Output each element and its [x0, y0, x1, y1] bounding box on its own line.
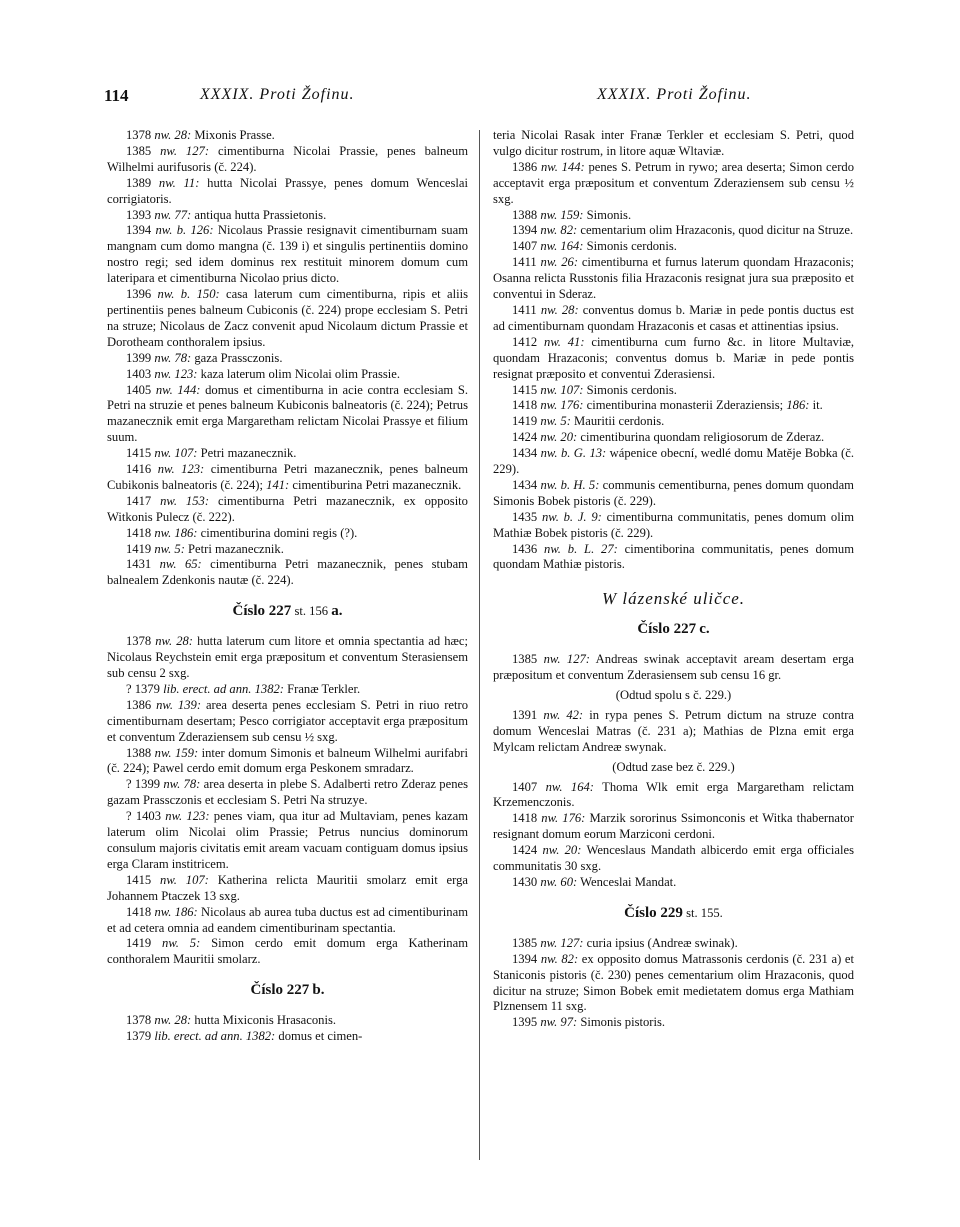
- entry-text: curia ipsius (Andreæ swinak).: [583, 935, 738, 950]
- entry-year: 1434: [512, 446, 541, 461]
- entry-source: nw. 20:: [540, 430, 578, 445]
- entry-source: nw. 164:: [545, 779, 594, 794]
- entry-text: cimentiburina domini regis (?).: [197, 525, 358, 540]
- entry-source: nw. 107:: [160, 872, 209, 887]
- entry-year: 1378: [126, 634, 156, 649]
- entry-source: nw. 186:: [154, 904, 198, 919]
- record-entry: [493, 223, 854, 239]
- entry-text: wápenice obecní, wedlé domu Matěje Bobka (č. 229).: [493, 446, 854, 477]
- entry-source: nw. 127:: [543, 652, 590, 667]
- editorial-note: [493, 760, 854, 776]
- entry-year: 1394: [126, 223, 156, 238]
- entry-source: nw. b. L. 27:: [544, 541, 618, 556]
- entry-text: kaza laterum olim Nicolai olim Prassie.: [197, 366, 400, 381]
- entry-year: 1378: [126, 1013, 155, 1028]
- entry-year: 1416: [126, 462, 158, 477]
- entry-source: nw. b. J. 9:: [541, 509, 602, 524]
- record-entry: [493, 652, 854, 684]
- record-entry: [493, 430, 854, 446]
- record-entry: [107, 176, 468, 208]
- entry-text: cimentiborina communitatis, penes domum quondam Mathiæ pistoris.: [493, 541, 854, 572]
- record-entry: [493, 255, 854, 303]
- entry-source: nw. b. G. 13:: [540, 446, 607, 461]
- entry-source: nw. 164:: [540, 239, 584, 254]
- entry-source: nw. 144:: [155, 382, 201, 397]
- entry-year: 1430: [512, 874, 541, 889]
- record-entry: [107, 634, 468, 682]
- entry-source: nw. 123:: [154, 366, 198, 381]
- record-entry: [107, 542, 468, 558]
- left-column: [107, 128, 468, 1045]
- entry-source: nw. 28:: [540, 302, 579, 317]
- entry-year: 1435: [512, 509, 542, 524]
- entry-year: 1424: [512, 430, 541, 445]
- entry-text: cementarium olim Hrazaconis, quod dicitur na Struze.: [577, 223, 854, 238]
- entry-source: nw. 77:: [154, 207, 192, 222]
- entry-source: nw. 127:: [540, 935, 584, 950]
- entry-text: Nicolaus ab aurea tuba ductus est ad cimentiburinam et ad cetera omnia ad eandem cimentiburinam spectantia.: [107, 904, 468, 935]
- entry-year: 1399: [126, 350, 155, 365]
- heading-number: Číslo 227: [250, 982, 310, 999]
- entry-text: ex opposito domus Matrassonis cerdonis (č. 231 a) et Staniconis pistoris (č. 230) penes cementarium olim Hrazaconis, quod dicitur na struze; Simon Bobek emit medietatem domus erga Mathiam Plznensem 11 sxg.: [493, 951, 854, 1014]
- entry-year: 1431: [126, 557, 160, 572]
- record-entry: [107, 446, 468, 462]
- entry-year: 1385: [512, 935, 541, 950]
- entry-source: nw. 107:: [154, 446, 198, 461]
- record-entry: [107, 208, 468, 224]
- record-entry: [493, 542, 854, 574]
- entry-text: cimentiburna communitatis, penes domum olim Mathiæ Bobek pistoris (č. 229).: [493, 509, 854, 540]
- entry-text-secondary: cimentiburina Petri mazanecznik.: [289, 477, 462, 492]
- entry-text: Mauritii cerdonis.: [570, 414, 665, 429]
- entry-text: domus et cimen-: [275, 1029, 363, 1044]
- record-entry: [107, 557, 468, 589]
- entry-text: Wenceslai Mandat.: [577, 874, 677, 889]
- record-entry: [493, 478, 854, 510]
- entry-source: nw. b. H. 5:: [540, 477, 600, 492]
- entry-text: Franæ Terkler.: [283, 681, 361, 696]
- entry-year: 1419: [126, 936, 163, 951]
- entry-text: conventus domus b. Mariæ in pede pontis ductus est ad cimentiburnam quondam Hrazaconis et casas et attinentias ipsius.: [493, 302, 854, 333]
- entry-year: 1394: [512, 223, 541, 238]
- record-entry: [107, 777, 468, 809]
- record-entry: [107, 1029, 468, 1045]
- entry-text: Simonis cerdonis.: [583, 382, 677, 397]
- entry-text: Marzik sororinus Ssimonconis et Witka thabernator resignant domum eorum Marziconi cerdoni.: [493, 811, 854, 842]
- entry-year: 1415: [126, 872, 161, 887]
- entry-year: 1424: [512, 843, 543, 858]
- record-entry: [107, 809, 468, 873]
- record-entry: [493, 208, 854, 224]
- entry-year: 1434: [512, 477, 541, 492]
- entry-source: nw. b. 126:: [155, 223, 214, 238]
- entry-source: nw. 107:: [540, 382, 584, 397]
- entry-year: 1407: [512, 779, 546, 794]
- entry-year: 1386: [512, 159, 541, 174]
- entry-text: Andreas swinak acceptavit aream desertam erga præpositum et conventum Zderasiensem sub censu 16 gr.: [493, 652, 854, 683]
- entry-year: 1385: [512, 652, 544, 667]
- entry-year: 1386: [126, 697, 157, 712]
- entry-text: Petri mazanecznik.: [197, 446, 297, 461]
- section-number-heading: [107, 983, 468, 999]
- entry-year: 1407: [512, 239, 541, 254]
- entry-text: Nicolaus Prassie resignavit cimentiburnam suam mangnam cum domo mangna (č. 139 i) et singulis pertinentiis domino nostro regi; sed idem dominus rex restituit minorem domum cum lateripara et cimentiburna Nicolao prius dicto.: [107, 223, 468, 286]
- entry-source: nw. 97:: [540, 1015, 578, 1030]
- right-column: [493, 128, 854, 1031]
- heading-suffix: c.: [699, 621, 710, 638]
- entry-text: penes S. Petrum in rywo; area deserta; Simon cerdo acceptavit erga præpositum et conventum Zderaziensem sub censu ½ sxg.: [493, 159, 854, 206]
- record-entry: [107, 144, 468, 176]
- entry-text: Simon cerdo emit domum erga Katherinam conthoralem Mauritii smolarz.: [107, 936, 468, 967]
- entry-year: 1391: [512, 707, 544, 722]
- entry-text: Wenceslaus Mandath albicerdo emit erga officiales communitatis 30 sxg.: [493, 843, 854, 874]
- record-entry: [107, 128, 468, 144]
- entry-text: hutta Nicolai Prassye, penes domum Wenceslai corrigiatoris.: [107, 175, 468, 206]
- record-entry: [493, 811, 854, 843]
- entry-text: Simonis pistoris.: [577, 1015, 666, 1030]
- record-entry: [493, 383, 854, 399]
- entry-source: nw. 176:: [541, 811, 586, 826]
- column-divider: [479, 130, 480, 1160]
- entry-continuation: [493, 128, 854, 160]
- record-entry: [493, 414, 854, 430]
- record-entry: [493, 335, 854, 383]
- street-heading: [493, 591, 854, 607]
- entry-source: nw. 82:: [540, 223, 578, 238]
- record-entry: [493, 952, 854, 1016]
- entry-text: communis cementiburna, penes domum quondam Simonis Bobek pistoris (č. 229).: [493, 477, 854, 508]
- entry-text: hutta laterum cum litore et omnia spectantia ad hæc; Nicolaus Reychstein emit erga præpositum et conventum Sterasiensem sub censu 2 sxg.: [107, 634, 468, 680]
- heading-sheet: st. 156: [291, 604, 332, 619]
- section-number-heading: [493, 906, 854, 922]
- entry-year: 1388: [126, 745, 155, 760]
- running-header-left: XXXIX. Proti Žofinu.: [200, 86, 355, 103]
- entry-source: lib. erect. ad ann. 1382:: [163, 681, 284, 696]
- entry-year: 1412: [512, 334, 545, 349]
- entry-year: ? 1399: [126, 777, 164, 792]
- record-entry: [107, 905, 468, 937]
- section-number-heading: [493, 622, 854, 638]
- entry-source: nw. 26:: [540, 255, 579, 270]
- heading-sheet: st. 155.: [682, 905, 723, 920]
- entry-text: antiqua hutta Prassietonis.: [191, 207, 327, 222]
- entry-source: nw. 5:: [154, 541, 185, 556]
- entry-source: nw. 28:: [155, 634, 194, 649]
- record-entry: [493, 780, 854, 812]
- entry-source: nw. 78:: [154, 350, 192, 365]
- record-entry: [107, 383, 468, 447]
- record-entry: [107, 287, 468, 351]
- entry-source: nw. 123:: [165, 809, 210, 824]
- entry-year: 1419: [126, 541, 155, 556]
- entry-text: Thoma Wlk emit erga Margaretham relictam Krzemenczonis.: [493, 779, 854, 810]
- entry-source: nw. 5:: [540, 414, 571, 429]
- entry-source: nw. 159:: [540, 207, 584, 222]
- entry-year: 1396: [126, 287, 158, 302]
- entry-text: cimentiburna Petri mazanecznik, penes balneum Cubikonis balneatoris (č. 224);: [107, 462, 468, 492]
- entry-year: 1436: [512, 541, 545, 556]
- record-entry: [107, 746, 468, 778]
- entry-year: 1411: [512, 255, 541, 270]
- entry-year: 1393: [126, 207, 155, 222]
- entry-text: in rypa penes S. Petrum dictum na struze contra domum Wenceslai Matras (č. 231 a); Mathias de Plzna emit erga Mylcam relictam Andreæ swynak.: [493, 707, 854, 754]
- record-entry: [493, 446, 854, 478]
- record-entry: [493, 843, 854, 875]
- entry-source: nw. 42:: [543, 707, 584, 722]
- street-heading-text: W lázenské uličce.: [601, 589, 746, 609]
- record-entry: [107, 698, 468, 746]
- entry-source: nw. 20:: [542, 843, 582, 858]
- record-entry: [493, 303, 854, 335]
- entry-source: nw. 28:: [154, 1013, 192, 1028]
- record-entry: [107, 682, 468, 698]
- entry-source: nw. 139:: [156, 697, 202, 712]
- entry-text: cimentiburina quondam religiosorum de Zderaz.: [577, 430, 825, 445]
- entry-source: nw. 78:: [163, 777, 201, 792]
- entry-year: 1403: [126, 366, 155, 381]
- note-text: (Odtud spolu s č. 229.): [615, 688, 732, 702]
- entry-source: nw. 41:: [544, 334, 585, 349]
- heading-number: Číslo 227: [232, 603, 292, 620]
- entry-text: cimentiburna Petri mazanecznik, penes stubam balnealem Zdenkonis nautæ (č. 224).: [107, 557, 468, 588]
- record-entry: [107, 367, 468, 383]
- running-header-right: XXXIX. Proti Žofinu.: [597, 86, 752, 103]
- entry-text: Katherina relicta Mauritii smolarz emit erga Johannem Ptaczek 13 sxg.: [107, 872, 468, 903]
- entry-text: cimentiburina monasterii Zderaziensis;: [583, 398, 787, 413]
- entry-text: penes viam, qua itur ad Multaviam, penes kazam laterum olim Nicolai olim Prassie; Petrus nuncius dominorum consulum majoris civitatis emit aream vacuam contiguam domus ipsius erga Claram institricem.: [107, 809, 469, 871]
- entry-text: teria Nicolai Rasak inter Franæ Terkler et ecclesiam S. Petri, quod vulgo dicitur rostrum, in litore aquæ Wltaviæ.: [493, 128, 854, 158]
- entry-source: nw. 123:: [157, 462, 205, 477]
- entry-source: nw. b. 150:: [157, 287, 220, 302]
- record-entry: [107, 351, 468, 367]
- record-entry: [493, 398, 854, 414]
- entry-text: domus et cimentiburna in acie contra ecclesiam S. Petri na struzie et penes balneum Kubiconis balneatoris (č. 224); Petrus mazanecznik emit erga Margaretham relictam Nicolai Prassye et filium suum.: [107, 382, 468, 445]
- heading-number: Číslo 227: [637, 621, 697, 638]
- record-entry: [493, 1015, 854, 1031]
- entry-year: 1417: [126, 493, 161, 508]
- entry-text: Simonis.: [583, 207, 632, 222]
- entry-source-secondary: 186:: [786, 398, 810, 413]
- record-entry: [107, 873, 468, 905]
- entry-source: nw. 176:: [540, 398, 584, 413]
- record-entry: [107, 1013, 468, 1029]
- entry-text: inter domum Simonis et balneum Wilhelmi aurifabri (č. 224); Pawel cerdo emit domum erga Peskonem smradarz.: [107, 745, 468, 776]
- entry-text: cimentiburna et furnus laterum quondam Hrazaconis; Osanna relicta Russtonis filia Hrazaconis resignat jura sua præposito et conventui in Sderaz.: [493, 255, 854, 302]
- entry-year: ? 1379: [126, 681, 164, 696]
- entry-year: 1418: [512, 398, 541, 413]
- heading-suffix: a.: [331, 603, 343, 620]
- entry-year: 1385: [126, 143, 161, 158]
- editorial-note: [493, 688, 854, 704]
- entry-source: nw. 5:: [162, 936, 201, 951]
- entry-year: 1418: [126, 904, 155, 919]
- record-entry: [107, 462, 468, 494]
- entry-year: 1394: [512, 951, 541, 966]
- entry-text: area deserta in plebe S. Adalberti retro Zderaz penes gazam Prassczonis et ecclesiam S. Petri Na struzye.: [107, 777, 468, 808]
- entry-year: 1415: [126, 446, 155, 461]
- entry-year: 1388: [512, 207, 541, 222]
- entry-source: nw. 153:: [160, 493, 210, 508]
- entry-text: casa laterum cum cimentiburna, ripis et aliis pertinentiis penes balneum Cubiconis (č. 224) prope ecclesiam S. Petri na struze; Nicolaus de Zacz convenit apud Nicolaum dictum Prassie et Dorotheam conthoralem ipsius.: [107, 287, 468, 349]
- entry-year: 1405: [126, 382, 156, 397]
- entry-source: nw. 159:: [154, 745, 199, 760]
- record-entry: [107, 526, 468, 542]
- entry-text: Petri mazanecznik.: [184, 541, 284, 556]
- page-number: 114: [104, 86, 129, 105]
- entry-text-secondary: it.: [809, 398, 823, 413]
- entry-text: cimentiburna cum furno &c. in litore Multaviæ, quondam Hrazaconis; conventus domus b. Mariæ in pede pontis resignat præposito et conventui Zderasiensi.: [493, 334, 854, 381]
- heading-number: Číslo 229: [624, 904, 683, 921]
- entry-source: nw. 60:: [540, 874, 578, 889]
- record-entry: [493, 239, 854, 255]
- entry-source: nw. 65:: [159, 557, 202, 572]
- record-entry: [493, 708, 854, 756]
- record-entry: [493, 160, 854, 208]
- entry-year: 1419: [512, 414, 541, 429]
- entry-text: area deserta penes ecclesiam S. Petri in riuo retro cimentiburnam desertam; Pesco corrigiator acceptavit erga præpositum et conventum Zderaziensem sub censu ½ sxg.: [107, 697, 468, 744]
- entry-source: nw. 11:: [158, 175, 200, 190]
- entry-year: 1378: [126, 128, 155, 142]
- entry-source-secondary: 141:: [266, 477, 290, 492]
- entry-text: Mixonis Prasse.: [191, 128, 275, 142]
- entry-text: cimentiburna Petri mazanecznik, ex opposito Witkonis Pulecz (č. 222).: [107, 493, 468, 524]
- entry-year: 1418: [126, 525, 155, 540]
- heading-suffix: b.: [312, 982, 325, 999]
- entry-source: nw. 28:: [154, 128, 192, 142]
- entry-year: 1415: [512, 382, 541, 397]
- entry-source: nw. 144:: [540, 159, 585, 174]
- note-text: (Odtud zase bez č. 229.): [612, 759, 735, 774]
- entry-year: 1418: [512, 811, 542, 826]
- entry-year: ? 1403: [126, 809, 166, 824]
- entry-year: 1411: [512, 302, 541, 317]
- entry-year: 1379: [126, 1029, 155, 1044]
- record-entry: [493, 936, 854, 952]
- record-entry: [107, 936, 468, 968]
- entry-text: Simonis cerdonis.: [583, 239, 677, 254]
- entry-year: 1395: [512, 1015, 541, 1030]
- entry-source: nw. 186:: [154, 525, 198, 540]
- entry-text: cimentiburna Nicolai Prassie, penes balneum Wilhelmi aurifusoris (č. 224).: [107, 143, 468, 174]
- entry-text: gaza Prassczonis.: [191, 350, 283, 365]
- record-entry: [493, 875, 854, 891]
- entry-source: lib. erect. ad ann. 1382:: [154, 1029, 276, 1044]
- entry-source: nw. 127:: [160, 143, 210, 158]
- section-number-heading: [107, 604, 468, 620]
- record-entry: [107, 494, 468, 526]
- entry-year: 1389: [126, 175, 159, 190]
- record-entry: [107, 223, 468, 287]
- entry-text: hutta Mixiconis Hrasaconis.: [191, 1013, 337, 1028]
- entry-source: nw. 82:: [540, 951, 579, 966]
- record-entry: [493, 510, 854, 542]
